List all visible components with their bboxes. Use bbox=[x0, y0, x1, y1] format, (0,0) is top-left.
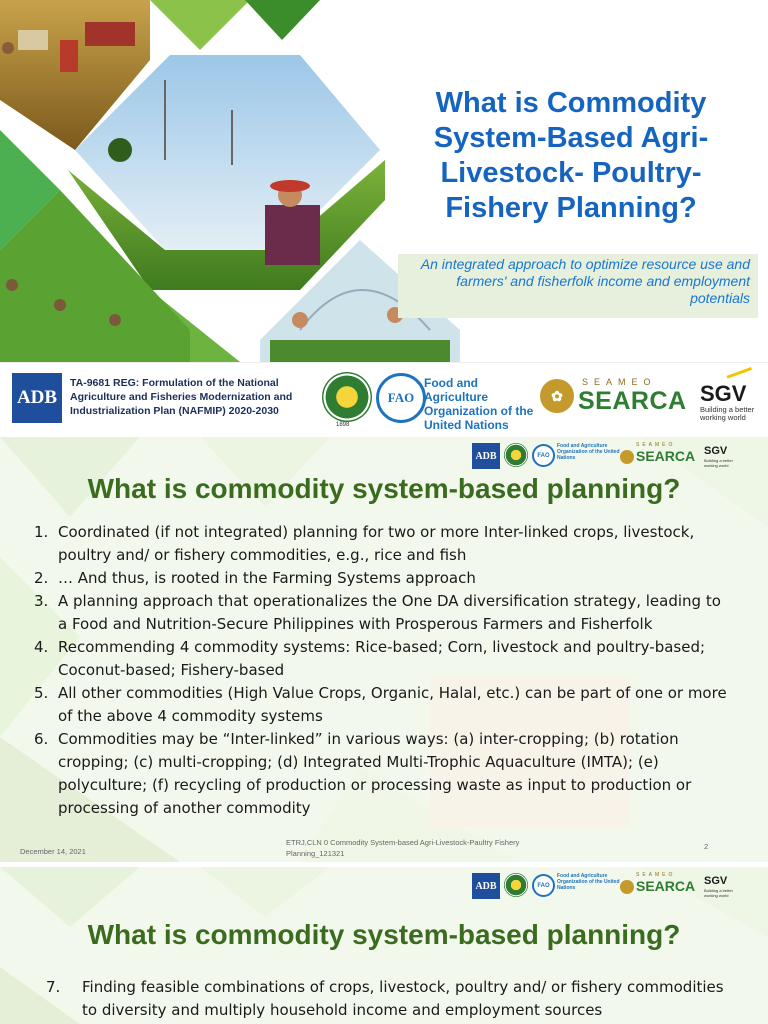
sgv-tagline: Building a better working world bbox=[704, 458, 733, 468]
item-text: Coordinated (if not integrated) planning for two or more Inter-linked crops, livestock, poultry and/ or fishery commodities, e.g., rice and fish bbox=[58, 523, 695, 564]
sgv-logo: SGV bbox=[704, 445, 728, 457]
content-slide-3 bbox=[0, 867, 768, 1024]
item-number: 5. bbox=[34, 684, 49, 702]
fao-name: Food and Agriculture Organization of the United Nations bbox=[557, 873, 620, 891]
searca-logo: SEARCA bbox=[578, 387, 687, 415]
content-slide-2 bbox=[0, 437, 768, 862]
footer-page-number: 2 bbox=[704, 842, 709, 851]
searca-seal-icon bbox=[620, 880, 634, 894]
green-triangle-accent bbox=[245, 0, 320, 40]
item-number: 1. bbox=[34, 523, 49, 541]
item-number: 7. bbox=[46, 978, 61, 996]
item-text: Commodities may be “Inter-linked” in various ways: (a) inter-cropping; (b) rotation cropping; (c) multi-cropping; (d) Integrated Multi-Trophic Aquaculture (IMTA); (e) polyculture; (f) recycling of production or processing waste as input to production or processing of another commodity bbox=[58, 730, 692, 817]
item-text: Finding feasible combinations of crops, livestock, poultry and/ or fishery commodities to diversity and multiply household income and employment sources bbox=[82, 978, 724, 1019]
da-seal-year: 1898 bbox=[336, 422, 350, 428]
sgv-logo: SGV bbox=[704, 875, 728, 887]
green-triangle-accent bbox=[150, 0, 250, 50]
list-item bbox=[34, 521, 734, 567]
item-number: 2. bbox=[34, 569, 49, 587]
list-item bbox=[34, 728, 734, 820]
item-text: A planning approach that operationalizes the One DA diversification strategy, leading to a Food and Nutrition-Secure Philippines with Prosperous Farmers and Fisherfolk bbox=[58, 592, 721, 633]
list-item bbox=[46, 976, 736, 1022]
seameo-label: SEAMEO bbox=[582, 377, 657, 387]
sgv-tagline: Building a better working world bbox=[704, 888, 733, 898]
list-item bbox=[34, 682, 734, 728]
adb-logo: ADB bbox=[472, 443, 500, 469]
partner-logo-strip bbox=[472, 441, 742, 471]
searca-seal-icon bbox=[620, 450, 634, 464]
list-item bbox=[34, 590, 734, 636]
agriculture-photo-collage bbox=[0, 0, 460, 362]
item-number: 6. bbox=[34, 730, 49, 748]
title-slide bbox=[0, 0, 768, 432]
footer-date: December 14, 2021 bbox=[20, 847, 86, 856]
slide-heading: What is commodity system-based planning? bbox=[87, 473, 681, 504]
fao-name: Food and Agriculture Organization of the United Nations bbox=[557, 443, 620, 461]
list-item bbox=[34, 636, 734, 682]
slide-subtitle: An integrated approach to optimize resource use and farmers' and fisherfolk income and employment potentials bbox=[398, 254, 758, 318]
item-text: All other commodities (High Value Crops, Organic, Halal, etc.) can be part of one or more of the above 4 commodity systems bbox=[58, 684, 727, 725]
slide-title: What is Commodity System-Based Agri-Livestock- Poultry- Fishery Planning? bbox=[433, 87, 709, 224]
sgv-tagline: Building a better working world bbox=[700, 405, 755, 422]
partner-logo-bar bbox=[0, 362, 768, 432]
fao-logo: FAO bbox=[376, 373, 426, 423]
sgv-logo: SGV bbox=[700, 381, 747, 406]
item-number: 4. bbox=[34, 638, 49, 656]
list-item bbox=[34, 567, 734, 590]
adb-logo: ADB bbox=[472, 873, 500, 899]
fao-logo: FAO bbox=[532, 874, 555, 897]
department-of-agriculture-seal-icon bbox=[504, 873, 528, 897]
searca-logo: SEARCA bbox=[636, 878, 696, 894]
adb-logo: ADB bbox=[12, 373, 62, 423]
item-text: … And thus, is rooted in the Farming Systems approach bbox=[58, 569, 476, 587]
planning-points-list bbox=[46, 976, 736, 1022]
searca-logo: SEARCA bbox=[636, 448, 696, 464]
project-title: TA-9681 REG: Formulation of the National Agriculture and Fisheries Modernization and Industrialization Plan (NAFMIP) 2020-2030 bbox=[70, 377, 293, 417]
partner-logo-strip bbox=[472, 871, 742, 901]
fao-name: Food and Agriculture Organization of the United Nations bbox=[424, 376, 534, 432]
slide-heading: What is commodity system-based planning? bbox=[87, 919, 681, 950]
seameo-label: SEAMEO bbox=[636, 442, 676, 448]
footer-filename: ETRJ,CLN 0 Commodity System-based Agri-Livestock-Paultry Fishery Planning_121321 bbox=[286, 838, 520, 858]
department-of-agriculture-seal-icon bbox=[504, 443, 528, 467]
item-number: 3. bbox=[34, 592, 49, 610]
department-of-agriculture-seal-icon bbox=[322, 372, 372, 422]
item-text: Recommending 4 commodity systems: Rice-based; Corn, livestock and poultry-based; Coconut-based; Fishery-based bbox=[58, 638, 706, 679]
planning-points-list bbox=[34, 521, 734, 820]
fao-logo: FAO bbox=[532, 444, 555, 467]
searca-seal-icon: ✿ bbox=[540, 379, 574, 413]
seameo-label: SEAMEO bbox=[636, 872, 676, 878]
